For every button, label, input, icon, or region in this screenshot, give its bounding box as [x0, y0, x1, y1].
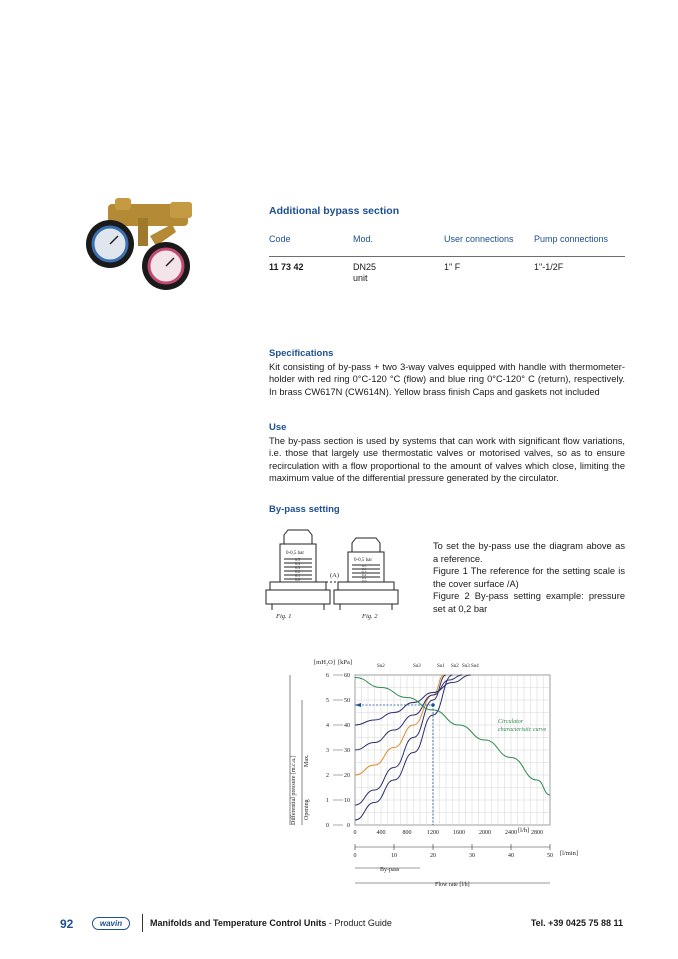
curve-label: Su2: [377, 664, 385, 669]
page-number: 92: [60, 917, 74, 931]
fig2-tick: 0,2: [362, 573, 367, 577]
cell-mod: DN25 unit: [353, 262, 377, 283]
x-tick-lh: 2000: [479, 830, 491, 836]
fig1-caption: Fig. 1: [276, 613, 292, 620]
y-tick-kpa: 40: [344, 723, 350, 729]
note-line: To set the by-pass use the diagram above as a reference.: [433, 541, 625, 564]
x-tick-lh: 400: [376, 830, 386, 836]
y-axis-label: Differential pressure [m.c.a.]: [291, 755, 297, 825]
y-tick-mh2o: 3: [326, 748, 329, 754]
cell-code: 11 73 42: [269, 262, 304, 272]
use-text: The by-pass section is used by systems that can work with significant flow variations, i.e. those that largely use thermostatic valves or motorised valves, so as to ensure recirculation with a flow proportional to the amount of valves which close, limiting the maximum value of the differential pressure generated by the circulator.: [269, 435, 625, 484]
col-code: Code: [269, 234, 291, 244]
use-title: Use: [269, 422, 287, 433]
x-tick-lh: 1200: [427, 830, 439, 836]
bypass-note: [433, 540, 625, 616]
bypass-setting-title: By-pass setting: [269, 504, 340, 515]
fig1-tick: 0,4: [295, 561, 300, 566]
y-tick-mh2o: 6: [326, 673, 329, 679]
col-user-connections: User connections: [444, 234, 514, 244]
y-tick-mh2o: 1: [326, 798, 329, 804]
x-tick-lmin: 10: [391, 853, 397, 859]
x-tick-lmin: 40: [508, 853, 514, 859]
y-tick-mh2o: 2: [326, 773, 329, 779]
bypass-figures: [262, 528, 427, 623]
x-tick-lmin: 0: [353, 853, 357, 859]
specifications-title: Specifications: [269, 348, 334, 359]
y-tick-kpa: 20: [344, 773, 350, 779]
curve-label: Su2: [451, 664, 459, 669]
bypass-chart: [280, 650, 600, 895]
x-tick-lh: 2800: [531, 830, 543, 836]
y-unit-mh2o: [mH₂O]: [314, 659, 336, 666]
reference-a-label: (A): [330, 572, 340, 579]
y-tick-mh2o: 4: [326, 723, 329, 729]
fig2-tick: 0,0: [362, 579, 367, 583]
table-rule: [269, 256, 625, 257]
y-tick-kpa: 60: [344, 673, 350, 679]
y-unit-kpa: [kPa]: [338, 659, 353, 666]
fig1-tick: 0,0: [295, 577, 300, 582]
product-photo: [80, 196, 215, 292]
specifications-text: Kit consisting of by-pass + two 3-way valves equipped with handle with thermometer-holder with red ring 0°C-120 °C (flow) and blue ring 0°C-120° C (return), respectively. In brass CW617N (CW614N). Yellow brass finish Caps and gaskets not included: [269, 361, 625, 397]
example-point: [431, 703, 435, 707]
y-tick-kpa: 0: [347, 823, 350, 829]
fig1-tick: 0,2: [295, 569, 300, 574]
x-tick-lmin: 30: [469, 853, 475, 859]
chart-grid: [355, 675, 550, 825]
fig1-scale: 0-0,5 bar: [286, 551, 305, 556]
table-header: [269, 234, 625, 254]
fig2-caption: Fig. 2: [362, 613, 378, 620]
x-tick-lmin: 50: [547, 853, 553, 859]
x-tick-lh: 2400: [505, 830, 517, 836]
curve-label: Su1: [437, 664, 445, 669]
fig1-tick: 0,5: [295, 557, 300, 562]
circulator-label: characteristic curve: [498, 727, 547, 733]
col-pump-connections: Pump connections: [534, 234, 609, 244]
wavin-logo: wavin: [92, 917, 130, 930]
cell-pump: 1"-1/2F: [534, 262, 564, 272]
note-line: Figure 2 By-pass setting example: pressure set at 0,2 bar: [433, 591, 625, 614]
footer-divider: [142, 914, 143, 932]
x-tick-lh: 1600: [453, 830, 465, 836]
y-tick-kpa: 10: [344, 798, 350, 804]
curve-label: Su3 Su4: [462, 664, 479, 669]
x-tick-lh: 0: [353, 830, 357, 836]
fig2-tick: 0,1: [362, 576, 367, 580]
fig2-tick: 0,3: [362, 570, 367, 574]
fig1-tick: 0,3: [295, 565, 300, 570]
product-table: [269, 234, 625, 286]
specifications-block: [269, 348, 625, 398]
cell-user: 1" F: [444, 262, 461, 272]
y-tick-kpa: 30: [344, 748, 350, 754]
x-unit-lh: [l/h]: [518, 827, 530, 834]
y-tick-mh2o: 5: [326, 698, 329, 704]
x-tick-lmin: 20: [430, 853, 436, 859]
x-tick-lh: 800: [402, 830, 412, 836]
circulator-label: Circulator: [498, 719, 524, 725]
curve-label: Su3: [413, 664, 421, 669]
y-axis-max-label: Max.: [304, 754, 310, 767]
footer-tel: Tel. +39 0425 75 88 11: [530, 918, 623, 928]
fig2-tick: 0,5: [362, 564, 367, 568]
footer: [0, 914, 678, 934]
col-mod: Mod.: [353, 234, 374, 244]
bypass-label: By-pass: [380, 867, 400, 873]
y-axis-opening-label: Opening: [304, 799, 310, 820]
note-line: Figure 1 The reference for the setting scale is the cover surface /A): [433, 566, 625, 589]
table-row: [269, 262, 625, 286]
use-block: [269, 422, 625, 485]
fig2-scale: 0-0,5 bar: [354, 558, 373, 563]
footer-title: Manifolds and Temperature Control Units - Product Guide: [150, 918, 392, 928]
y-tick-kpa: 50: [344, 698, 350, 704]
fig2-tick: 0,4: [362, 567, 367, 571]
x-unit-lmin: [l/min]: [560, 850, 579, 857]
section-title: Additional bypass section: [269, 205, 400, 217]
flowrate-label: Flow rate [l/h]: [435, 882, 470, 888]
y-tick-mh2o: 0: [326, 823, 329, 829]
fig1-tick: 0,1: [295, 573, 300, 578]
